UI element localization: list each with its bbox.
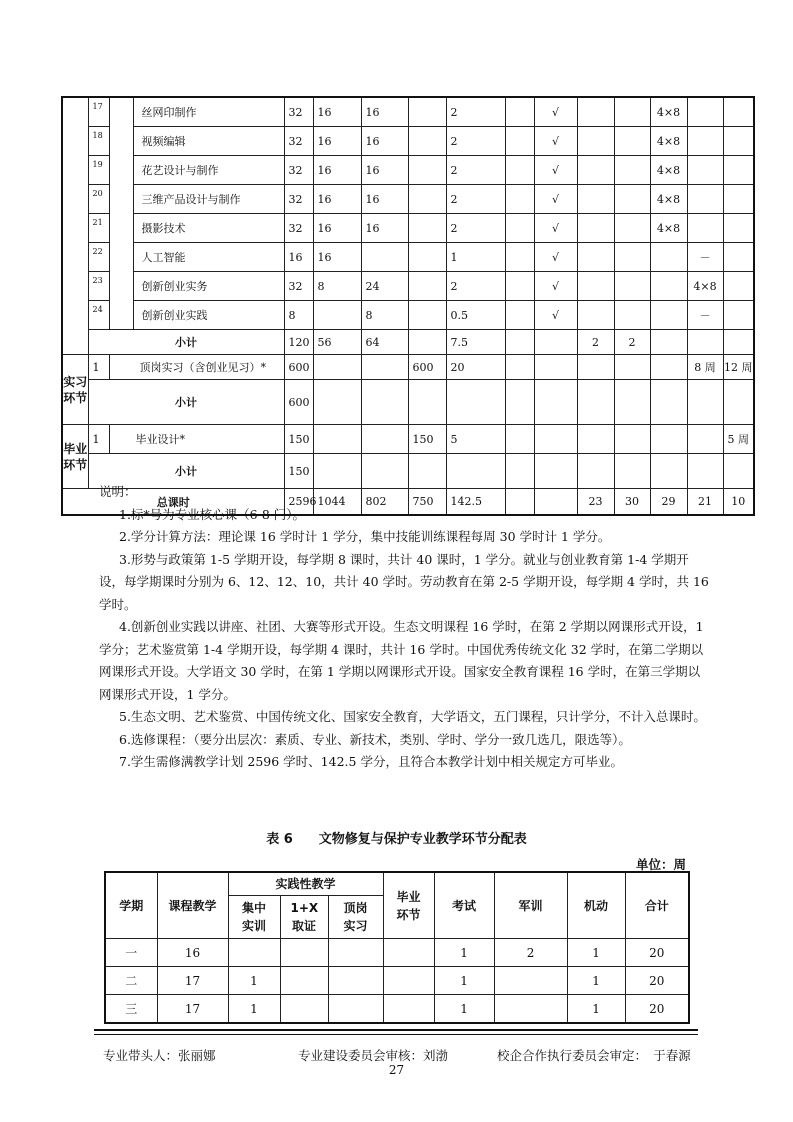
table-row <box>62 272 754 301</box>
semester-3 <box>650 272 687 301</box>
credit: 2 <box>446 214 505 243</box>
header-flex: 机动 <box>567 872 625 939</box>
subtotal-row <box>62 330 754 355</box>
semester-5: 8 周 <box>687 355 723 380</box>
check-mark: √ <box>534 156 577 185</box>
credit: 7.5 <box>446 330 505 355</box>
concentrated-hours: 750 <box>408 489 446 516</box>
exam-weeks: 1 <box>434 967 494 995</box>
concentrated-weeks: 1 <box>228 967 280 995</box>
semester-3: 4×8 <box>650 127 687 156</box>
section-label-graduation: 毕业环节 <box>62 425 88 489</box>
table-row <box>62 243 754 272</box>
row-number: 19 <box>88 156 109 185</box>
table6-title: 表 6 文物修复与保护专业教学环节分配表 <box>266 832 527 847</box>
exam-mark <box>505 97 534 127</box>
theory-hours: 16 <box>313 214 361 243</box>
semester-1 <box>577 185 614 214</box>
semester-5 <box>723 127 754 156</box>
total-hours: 32 <box>284 185 313 214</box>
table-row <box>62 156 754 185</box>
credit: 1 <box>446 243 505 272</box>
row-number: 22 <box>88 243 109 272</box>
semester-4 <box>687 330 723 355</box>
semester-3: 4×8 <box>650 156 687 185</box>
check-mark: √ <box>534 301 577 330</box>
semester-2 <box>614 272 650 301</box>
row-number: 23 <box>88 272 109 301</box>
row-number: 21 <box>88 214 109 243</box>
subtotal-label: 小计 <box>88 380 284 425</box>
total-weeks: 20 <box>625 939 689 967</box>
check-mark: √ <box>534 185 577 214</box>
credit: 5 <box>446 425 505 454</box>
subtotal-label: 小计 <box>88 330 284 355</box>
semester-4: 4×8 <box>687 272 723 301</box>
total-hours: 32 <box>284 272 313 301</box>
total-hours: 16 <box>284 243 313 272</box>
exam-mark <box>505 214 534 243</box>
header-course: 课程教学 <box>157 872 228 939</box>
total-hours: 8 <box>284 301 313 330</box>
note-item: 4.创新创业实践以讲座、社团、大赛等形式开设。生态文明课程 16 学时，在第 2 学期以网课形式开设，1 学分；艺术鉴赏第 1-4 学期开设，每学期 4 课时，共计 16 学时。中国优秀传统文化 32 学时，在第二学期以网课形式开设。大学语文 30 学时，在第 1 学期以网课形式开设。国家安全教育课程 16 学时，在第三学期以网课形式开设，1 学分。 <box>99 619 704 702</box>
theory-hours: 16 <box>313 185 361 214</box>
check-mark: √ <box>534 272 577 301</box>
exam-mark <box>505 330 534 355</box>
semester-3 <box>650 330 687 355</box>
concentrated-hours <box>408 272 446 301</box>
footer-rule-thick <box>94 1029 698 1031</box>
theory-hours: 16 <box>313 156 361 185</box>
semester-5 <box>723 301 754 330</box>
semester-4: － <box>687 301 723 330</box>
credit: 20 <box>446 355 505 380</box>
credit: 2 <box>446 156 505 185</box>
subtotal-label: 小计 <box>88 454 284 489</box>
semester-5 <box>723 330 754 355</box>
course-name: 人工智能 <box>133 243 284 272</box>
check-mark: √ <box>534 97 577 127</box>
total-hours: 120 <box>284 330 313 355</box>
check-mark: √ <box>534 243 577 272</box>
theory-hours: 16 <box>313 127 361 156</box>
table-row <box>62 97 754 127</box>
concentrated-hours <box>408 243 446 272</box>
semester-1 <box>577 301 614 330</box>
sub-category-cell <box>109 97 133 330</box>
concentrated-hours <box>408 97 446 127</box>
check-mark <box>534 330 577 355</box>
semester-6: 12 周 <box>723 355 754 380</box>
concentrated-hours <box>408 156 446 185</box>
semester-2 <box>614 97 650 127</box>
header-graduation: 毕业环节 <box>383 872 434 939</box>
semester-2 <box>614 214 650 243</box>
semester-4 <box>687 185 723 214</box>
credit: 2 <box>446 185 505 214</box>
course-weeks: 17 <box>157 967 228 995</box>
semester-3: 29 <box>650 489 687 516</box>
section-label-internship: 实习环节 <box>62 355 88 425</box>
exam-mark <box>505 127 534 156</box>
header-internship: 顶岗实习 <box>328 896 383 939</box>
semester-4 <box>687 97 723 127</box>
semester-3 <box>650 301 687 330</box>
semester-4 <box>687 214 723 243</box>
course-name: 顶岗实习（含创业见习）* <box>109 355 284 380</box>
note-item: 1.标*号为专业核心课（6-8 门）。 <box>119 506 306 522</box>
semester-3: 4×8 <box>650 185 687 214</box>
notes-title: 说明： <box>99 484 137 499</box>
semester-4 <box>687 156 723 185</box>
concentrated-weeks: 1 <box>228 995 280 1024</box>
semester-1 <box>577 243 614 272</box>
course-name: 摄影技术 <box>133 214 284 243</box>
total-hours: 32 <box>284 127 313 156</box>
semester-2 <box>614 243 650 272</box>
course-weeks: 16 <box>157 939 228 967</box>
semester-2: 30 <box>614 489 650 516</box>
course-name: 花艺设计与制作 <box>133 156 284 185</box>
row-number: 17 <box>88 97 109 127</box>
table-row <box>62 301 754 330</box>
course-name: 丝网印制作 <box>133 97 284 127</box>
term-cell: 三 <box>105 995 157 1024</box>
theory-hours: 8 <box>313 272 361 301</box>
semester-5 <box>723 243 754 272</box>
semester-2 <box>614 185 650 214</box>
row-number: 20 <box>88 185 109 214</box>
table-row <box>105 995 689 1024</box>
total-hours: 150 <box>284 454 313 489</box>
internship-weeks <box>328 939 383 967</box>
practice-hours: 64 <box>361 330 408 355</box>
total-weeks: 20 <box>625 995 689 1024</box>
notes-section <box>99 481 709 774</box>
concentrated-hours <box>408 301 446 330</box>
header-total: 合计 <box>625 872 689 939</box>
note-item: 6.选修课程：（要分出层次：素质、专业、新技术，类别、学时、学分一致几选几，限选等）。 <box>119 731 631 747</box>
practice-hours: 16 <box>361 97 408 127</box>
concentrated-hours: 150 <box>408 425 446 454</box>
grand-total-label: 总课时 <box>62 489 284 516</box>
theory-hours: 16 <box>313 97 361 127</box>
credit: 2 <box>446 127 505 156</box>
practice-hours: 16 <box>361 185 408 214</box>
practice-hours: 16 <box>361 214 408 243</box>
semester-2 <box>614 127 650 156</box>
total-hours: 600 <box>284 380 313 425</box>
section-cell-elective <box>62 97 88 355</box>
credit: 142.5 <box>446 489 505 516</box>
table-row <box>62 127 754 156</box>
exam-mark <box>505 272 534 301</box>
concentrated-weeks <box>228 939 280 967</box>
theory-hours: 16 <box>313 243 361 272</box>
military-weeks: 2 <box>494 939 567 967</box>
course-name: 毕业设计* <box>109 425 284 454</box>
course-name: 视频编辑 <box>133 127 284 156</box>
exam-mark <box>505 243 534 272</box>
concentrated-hours <box>408 214 446 243</box>
cert-weeks <box>280 995 328 1024</box>
table-row <box>62 214 754 243</box>
row-number: 1 <box>88 425 109 454</box>
semester-3: 4×8 <box>650 97 687 127</box>
practice-hours: 24 <box>361 272 408 301</box>
practice-hours: 8 <box>361 301 408 330</box>
flex-weeks: 1 <box>567 939 625 967</box>
concentrated-hours <box>408 127 446 156</box>
table-row <box>105 967 689 995</box>
semester-4 <box>687 127 723 156</box>
check-mark: √ <box>534 214 577 243</box>
course-name: 创新创业实务 <box>133 272 284 301</box>
course-name: 创新创业实践 <box>133 301 284 330</box>
exam-weeks: 1 <box>434 939 494 967</box>
semester-1: 2 <box>577 330 614 355</box>
semester-5 <box>723 185 754 214</box>
cert-weeks <box>280 967 328 995</box>
header-practice: 实践性教学 <box>228 872 383 896</box>
internship-weeks <box>328 995 383 1024</box>
header-term: 学期 <box>105 872 157 939</box>
credit: 2 <box>446 272 505 301</box>
term-cell: 一 <box>105 939 157 967</box>
military-weeks <box>494 967 567 995</box>
course-plan-body <box>62 97 754 515</box>
total-hours: 32 <box>284 97 313 127</box>
header-concentrated: 集中实训 <box>228 896 280 939</box>
concentrated-hours <box>408 330 446 355</box>
theory-hours: 1044 <box>313 489 361 516</box>
practice-hours: 802 <box>361 489 408 516</box>
semester-5 <box>723 214 754 243</box>
semester-6: 5 周 <box>723 425 754 454</box>
footer-rule-thin <box>94 1034 698 1035</box>
check-mark: √ <box>534 127 577 156</box>
total-hours: 600 <box>284 355 313 380</box>
practice-hours <box>361 243 408 272</box>
table6-unit: 单位：周 <box>635 857 686 872</box>
semester-3 <box>650 243 687 272</box>
course-name: 三维产品设计与制作 <box>133 185 284 214</box>
semester-2 <box>614 301 650 330</box>
semester-2: 2 <box>614 330 650 355</box>
teaching-distribution-table <box>104 871 690 1024</box>
table-row <box>62 355 754 380</box>
exam-weeks: 1 <box>434 995 494 1024</box>
header-exam: 考试 <box>434 872 494 939</box>
total-hours: 2596 <box>284 489 313 516</box>
flex-weeks: 1 <box>567 967 625 995</box>
internship-weeks <box>328 967 383 995</box>
total-weeks: 20 <box>625 967 689 995</box>
cert-weeks <box>280 939 328 967</box>
practice-hours: 16 <box>361 127 408 156</box>
header-military: 军训 <box>494 872 567 939</box>
subtotal-row <box>62 380 754 425</box>
course-plan-table <box>61 96 755 516</box>
total-hours: 32 <box>284 156 313 185</box>
semester-1 <box>577 272 614 301</box>
note-item: 2.学分计算方法：理论课 16 学时计 1 学分，集中技能训练课程每周 30 学时计 1 学分。 <box>119 529 611 544</box>
semester-1 <box>577 214 614 243</box>
row-number: 1 <box>88 355 109 380</box>
graduation-weeks <box>383 995 434 1024</box>
semester-1 <box>577 156 614 185</box>
footer-committee: 专业建设委员会审核：刘渤 <box>298 1048 449 1063</box>
flex-weeks: 1 <box>567 995 625 1024</box>
semester-2 <box>614 156 650 185</box>
table-row <box>105 939 689 967</box>
table-header-row <box>105 872 689 896</box>
concentrated-hours: 600 <box>408 355 446 380</box>
semester-1: 23 <box>577 489 614 516</box>
total-hours: 32 <box>284 214 313 243</box>
note-item: 5.生态文明、艺术鉴赏、中国传统文化、国家安全教育，大学语文，五门课程，只计学分，不计入总课时。 <box>119 709 706 724</box>
semester-5 <box>723 156 754 185</box>
semester-4: 21 <box>687 489 723 516</box>
exam-mark <box>505 301 534 330</box>
exam-mark <box>505 185 534 214</box>
total-hours: 150 <box>284 425 313 454</box>
semester-3: 4×8 <box>650 214 687 243</box>
concentrated-hours <box>408 185 446 214</box>
theory-hours: 56 <box>313 330 361 355</box>
header-cert: 1+X 取证 <box>280 896 328 939</box>
semester-1 <box>577 127 614 156</box>
course-weeks: 17 <box>157 995 228 1024</box>
practice-hours: 16 <box>361 156 408 185</box>
note-item: 7.学生需修满教学计划 2596 学时、142.5 学分，且符合本教学计划中相关规定方可毕业。 <box>119 754 623 769</box>
graduation-weeks <box>383 967 434 995</box>
semester-1 <box>577 97 614 127</box>
term-cell: 二 <box>105 967 157 995</box>
semester-4: － <box>687 243 723 272</box>
semester-5 <box>723 272 754 301</box>
graduation-weeks <box>383 939 434 967</box>
semester-5 <box>723 97 754 127</box>
exam-mark <box>505 156 534 185</box>
footer-executive: 校企合作执行委员会审定： 于春源 <box>497 1048 691 1063</box>
semester-5: 10 <box>723 489 754 516</box>
row-number: 24 <box>88 301 109 330</box>
page-number: 27 <box>388 1063 405 1077</box>
theory-hours <box>313 301 361 330</box>
note-item: 3.形势与政策第 1-5 学期开设，每学期 8 课时，共计 40 课时，1 学分。就业与创业教育第 1-4 学期开设，每学期课时分别为 6、12、12、10，共计 40 学时。劳动教育在第 2-5 学期开设，每学期 4 学时，共 16 学时。 <box>99 551 709 612</box>
credit: 0.5 <box>446 301 505 330</box>
footer-leader: 专业带头人：张丽娜 <box>103 1048 216 1063</box>
military-weeks <box>494 995 567 1024</box>
table-row <box>62 185 754 214</box>
credit: 2 <box>446 97 505 127</box>
table-row <box>62 425 754 454</box>
row-number: 18 <box>88 127 109 156</box>
